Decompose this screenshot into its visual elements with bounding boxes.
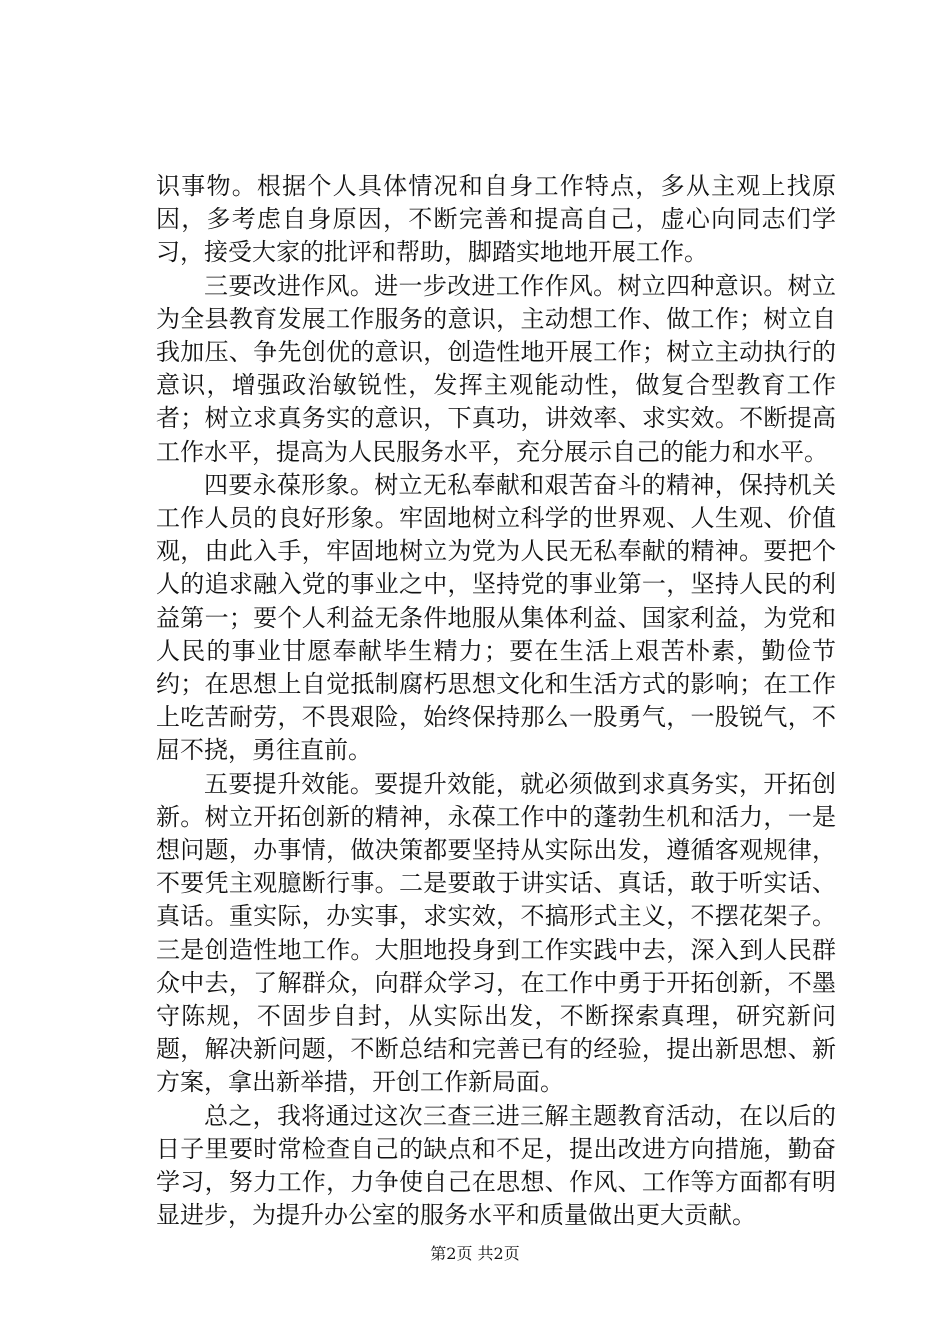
document-body [156, 170, 836, 1233]
paragraph-continuation: 识事物。根据个人具体情况和自身工作特点，多从主观上找原因，多考虑自身原因，不断完善和提高自己，虚心向同志们学习，接受大家的批评和帮助，脚踏实地地开展工作。 [156, 172, 836, 267]
paragraph-maintain-image: 四要永葆形象。树立无私奉献和艰苦奋斗的精神，保持机关工作人员的良好形象。牢固地树立科学的世界观、人生观、价值观，由此入手，牢固地树立为党为人民无私奉献的精神。要把个人的追求融入党的事业之中，坚持党的事业第一，坚持人民的利益第一；要个人利益无条件地服从集体利益、国家利益，为党和人民的事业甘愿奉献毕生精力；要在生活上艰苦朴素，勤俭节约；在思想上自觉抵制腐朽思想文化和生活方式的影响；在工作上吃苦耐劳，不畏艰险，始终保持那么一股勇气，一股锐气，不屈不挠，勇往直前。 [156, 470, 836, 765]
page-number-footer: 第2页 共2页 [430, 1244, 520, 1263]
paragraph-conclusion: 总之，我将通过这次三查三进三解主题教育活动，在以后的日子里要时常检查自己的缺点和不足，提出改进方向措施，勤奋学习，努力工作，力争使自己在思想、作风、工作等方面都有明显进步，为提升办公室的服务水平和质量做出更大贡献。 [156, 1101, 836, 1230]
paragraph-improve-style: 三要改进作风。进一步改进工作作风。树立四种意识。树立为全县教育发展工作服务的意识，主动想工作、做工作；树立自我加压、争先创优的意识，创造性地开展工作；树立主动执行的意识，增强政治敏锐性，发挥主观能动性，做复合型教育工作者；树立求真务实的意识，下真功，讲效率、求实效。不断提高工作水平，提高为人民服务水平，充分展示自己的能力和水平。 [156, 271, 836, 466]
paragraph-improve-efficiency: 五要提升效能。要提升效能，就必须做到求真务实，开拓创新。树立开拓创新的精神，永葆工作中的蓬勃生机和活力，一是想问题，办事情，做决策都要坚持从实际出发，遵循客观规律，不要凭主观臆断行事。二是要敢于讲实话、真话，敢于听实话、真话。重实际，办实事，求实效，不搞形式主义，不摆花架子。三是创造性地工作。大胆地投身到工作实践中去，深入到人民群众中去，了解群众，向群众学习，在工作中勇于开拓创新，不墨守陈规，不固步自封，从实际出发，不断探索真理，研究新问题，解决新问题，不断总结和完善已有的经验，提出新思想、新方案，拿出新举措，开创工作新局面。 [156, 769, 836, 1097]
